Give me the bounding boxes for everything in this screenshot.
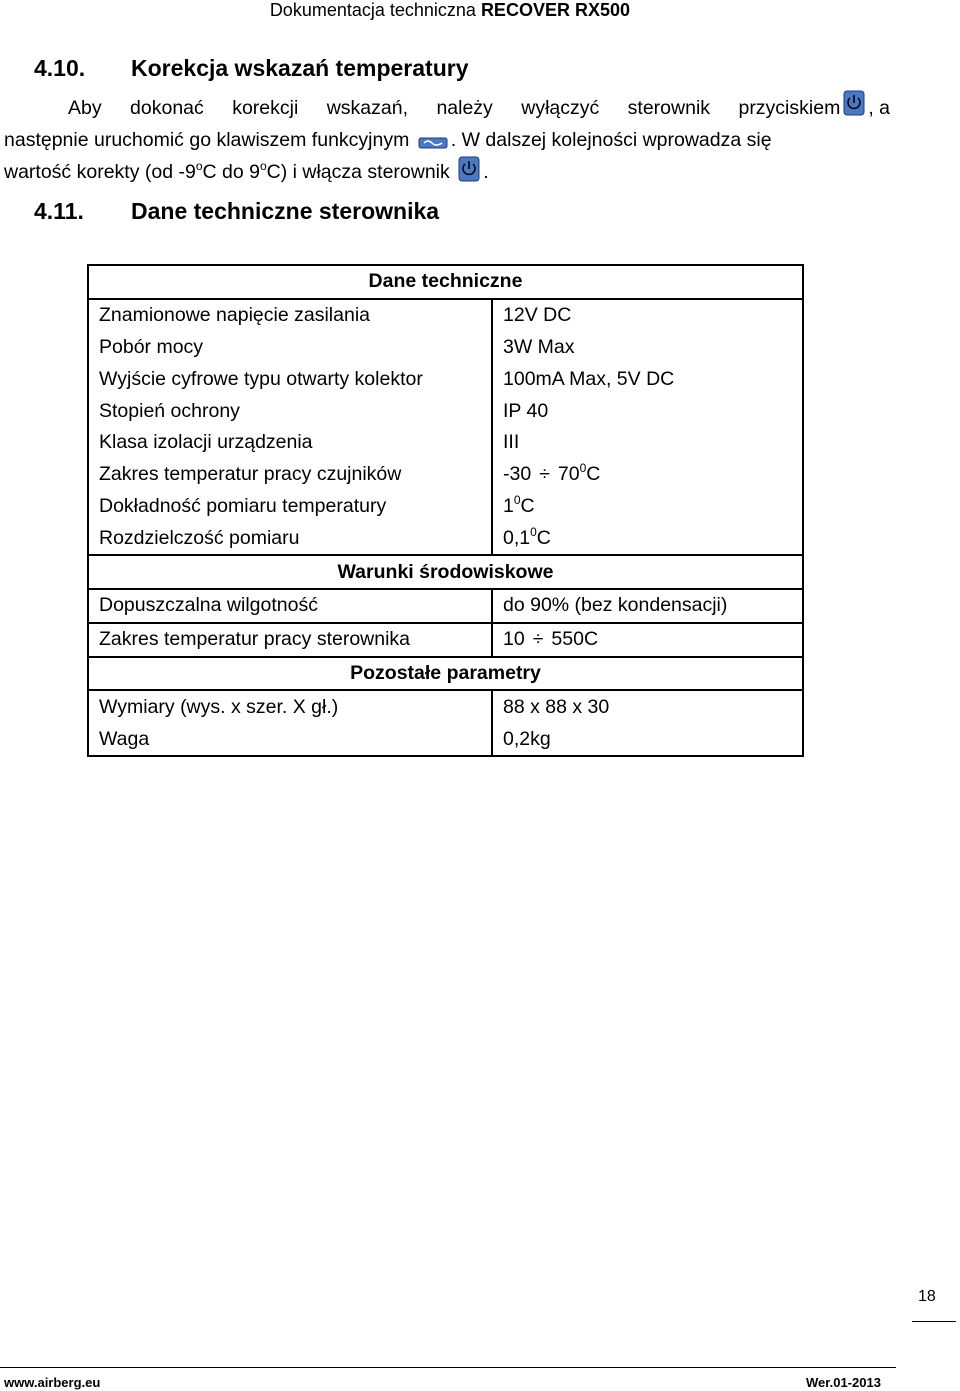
paragraph-line-1: Aby dokonać korekcji wskazań, należy wyłączyć sterownik przyciskiem , a <box>4 92 890 124</box>
correction-paragraph <box>4 92 890 188</box>
table-row: Wymiary (wys. x szer. X gł.) 88 x 88 x 30 <box>88 690 803 723</box>
paragraph-line-2: następnie uruchomić go klawiszem funkcyjnym . W dalszej kolejności wprowadza się <box>4 124 890 156</box>
table-row: Zakres temperatur pracy czujników $-30 \div 70^0C$ <box>88 459 803 491</box>
table-cell-value: $0,1^0C$ <box>492 522 803 555</box>
page-number: 18 <box>918 1288 936 1305</box>
footer-divider <box>0 1367 896 1368</box>
paragraph-line-1-words: Aby dokonać korekcji wskazań, należy wyłączyć sterownik przyciskiem <box>68 97 841 119</box>
table-cell-value: $-30 \div 70^0C$ <box>492 459 803 491</box>
page-number-divider <box>912 1321 956 1322</box>
paragraph-line-3: wartość korekty (od -9$^o$C do 9$^o$C) i włącza sterownik . <box>4 156 890 188</box>
section-number: 4.11. <box>34 198 84 224</box>
section-title: Dane techniczne sterownika <box>131 198 440 224</box>
footer-website: www.airberg.eu <box>4 1375 101 1390</box>
table-row: Wyjście cyfrowe typu otwarty kolektor 100mA Max, 5V DC <box>88 363 803 395</box>
table-cell-value: 10 ÷ 550C <box>492 623 803 657</box>
table-section-header: Pozostałe parametry <box>88 657 803 691</box>
table-row: Rozdzielczość pomiaru $0,1^0C$ <box>88 522 803 555</box>
table-row: Pobór mocy 3W Max <box>88 332 803 364</box>
table-row: Znamionowe napięcie zasilania 12V DC <box>88 299 803 332</box>
table-section-header: Warunki środowiskowe <box>88 555 803 589</box>
power-button-icon <box>843 90 865 126</box>
table-row: Klasa izolacji urządzenia III <box>88 427 803 459</box>
table-cell-value: $1^0C$ <box>492 491 803 523</box>
section-heading-4-10 <box>34 55 469 82</box>
power-button-icon-2 <box>458 156 480 192</box>
table-row: Dokładność pomiaru temperatury $1^0C$ <box>88 491 803 523</box>
technical-data-table <box>87 264 804 757</box>
table-row: Zakres temperatur pracy sterownika 10 ÷ 550C <box>88 623 803 657</box>
table-row: Stopień ochrony IP 40 <box>88 395 803 427</box>
footer-version: Wer.01-2013 <box>806 1375 881 1390</box>
document-header: Dokumentacja techniczna RECOVER RX500 <box>269 0 630 20</box>
section-number: 4.10. <box>34 55 86 81</box>
section-heading-4-11 <box>34 198 439 225</box>
table-row: Waga 0,2kg <box>88 723 803 756</box>
section-title: Korekcja wskazań temperatury <box>131 55 469 81</box>
table-section-header: Dane techniczne <box>88 265 803 299</box>
table-row: Dopuszczalna wilgotność do 90% (bez kondensacji) <box>88 589 803 623</box>
